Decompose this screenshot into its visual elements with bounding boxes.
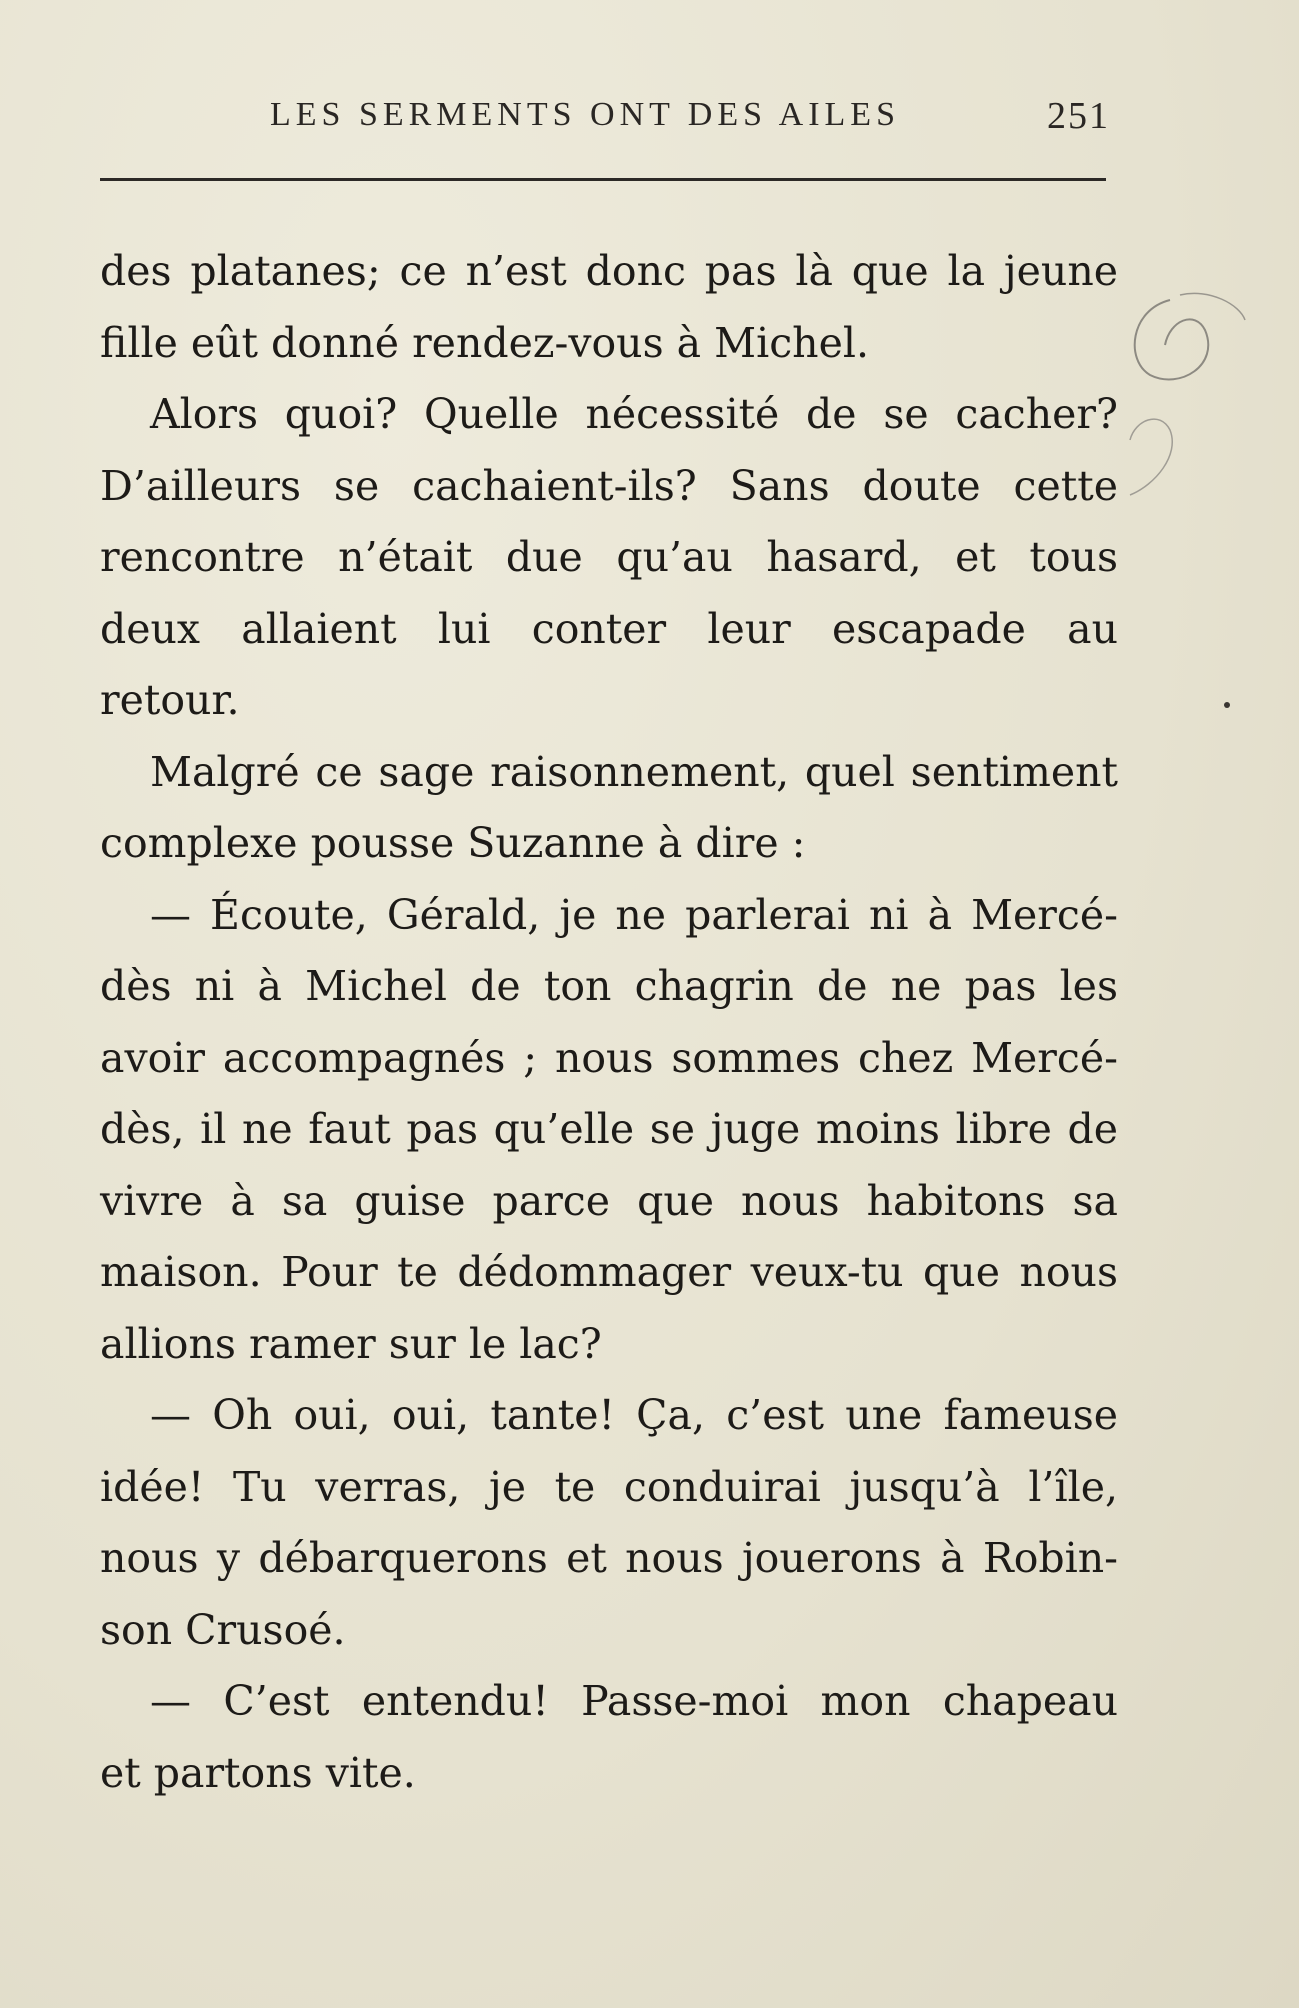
- text-line: complexe pousse Suzanne à dire :: [100, 819, 806, 867]
- text-line: dès, il ne faut pas qu’elle se juge moins libre de: [100, 1105, 1118, 1153]
- text-line: Alors quoi? Quelle nécessité de se cacher?: [150, 390, 1118, 438]
- text-line: fille eût donné rendez-vous à Michel.: [100, 318, 869, 367]
- header-rule: [100, 178, 1106, 181]
- text-line: nous y débarquerons et nous jouerons à Robin-: [100, 1534, 1118, 1582]
- page-number: 251: [1047, 95, 1110, 137]
- text-line: retour.: [100, 676, 240, 724]
- text-line: idée! Tu verras, je te conduirai jusqu’à l’île,: [100, 1462, 1118, 1511]
- text-line: allions ramer sur le lac?: [100, 1319, 602, 1368]
- text-line: avoir accompagnés ; nous sommes chez Mercé-: [100, 1033, 1118, 1082]
- text-line: dès ni à Michel de ton chagrin de ne pas les: [100, 962, 1118, 1010]
- text-line: vivre à sa guise parce que nous habitons sa: [100, 1176, 1118, 1225]
- speck: [1224, 702, 1230, 708]
- text-line: et partons vite.: [100, 1748, 416, 1797]
- text-line: son Crusoé.: [100, 1605, 346, 1654]
- running-title: LES SERMENTS ONT DES AILES: [270, 96, 900, 133]
- text-line: rencontre n’était due qu’au hasard, et tous: [100, 533, 1118, 581]
- pencil-mark: [1110, 290, 1260, 520]
- text-line: — Oh oui, oui, tante! Ça, c’est une fameuse: [150, 1391, 1118, 1439]
- text-line: deux allaient lui conter leur escapade au: [100, 604, 1118, 653]
- text-line: maison. Pour te dédommager veux-tu que nous: [100, 1248, 1118, 1296]
- text-line: des platanes; ce n’est donc pas là que la jeune: [100, 247, 1118, 295]
- text-line: D’ailleurs se cachaient-ils? Sans doute cette: [100, 461, 1118, 510]
- text-line: Malgré ce sage raisonnement, quel sentiment: [150, 747, 1118, 796]
- text-line: — C’est entendu! Passe-moi mon chapeau: [150, 1677, 1118, 1725]
- body-text: [100, 236, 1118, 1809]
- text-line: — Écoute, Gérald, je ne parlerai ni à Mercé-: [150, 890, 1118, 939]
- running-head: [100, 96, 1110, 146]
